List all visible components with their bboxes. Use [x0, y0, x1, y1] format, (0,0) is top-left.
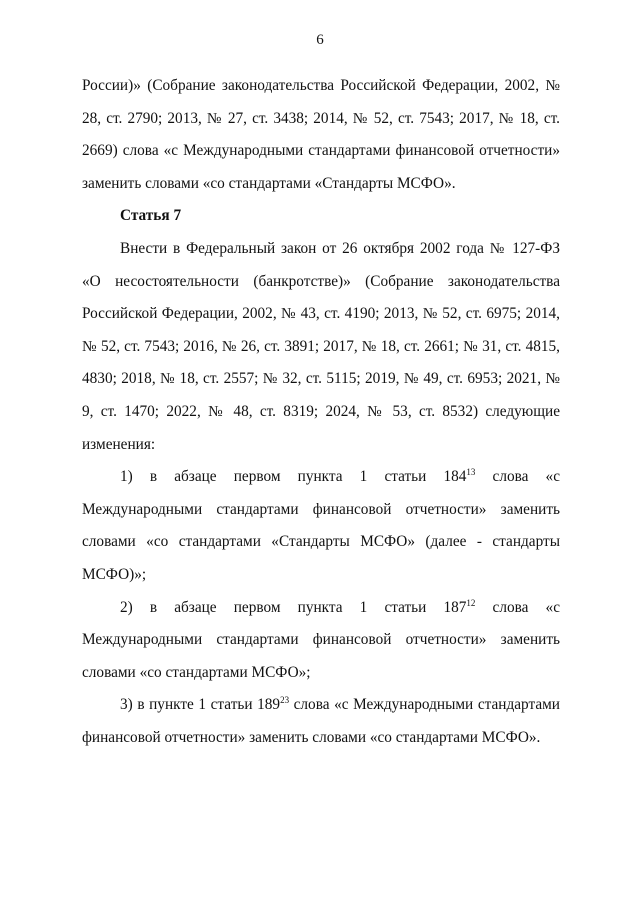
amendment-item-3-superscript: 23	[280, 695, 290, 706]
continuation-paragraph: России)» (Собрание законодательства Российской Федерации, 2002, № 28, ст. 2790; 2013, № 27, ст. 3438; 2014, № 52, ст. 7543; 2017, № 18, ст. 2669) слова «с Международными стандартами финансовой отчетности» заменить словами «со стандартами «Стандарты МСФО».	[82, 77, 560, 192]
amendment-item-1-lead: 1) в абзаце первом пункта 1 статьи 184	[120, 468, 467, 486]
page-number: 6	[316, 32, 324, 48]
amendment-item-2	[82, 592, 560, 690]
amendment-item-1	[82, 461, 560, 591]
amendment-item-3-lead: 3) в пункте 1 статьи 189	[120, 696, 281, 714]
amendment-item-3	[82, 689, 560, 754]
amendment-item-1-superscript: 13	[466, 467, 476, 478]
amendment-item-1-rest: слова «с Международными стандартами финансовой отчетности» заменить словами «со стандартами «Стандарты МСФО» (далее - стандарты МСФО)»;	[82, 468, 560, 583]
article-intro-paragraph: Внести в Федеральный закон от 26 октября 2002 года № 127-ФЗ «О несостоятельности (банкротстве)» (Собрание законодательства Российской Федерации, 2002, № 43, ст. 4190; 2013, № 52, ст. 6975; 2014, № 52, ст. 7543; 2016, № 26, ст. 3891; 2017, № 18, ст. 2661; № 31, ст. 4815, 4830; 2018, № 18, ст. 2557; № 32, ст. 5115; 2019, № 49, ст. 6953; 2021, № 9, ст. 1470; 2022, № 48, ст. 8319; 2024, № 53, ст. 8532) следующие изменения:	[82, 239, 560, 453]
amendment-item-2-lead: 2) в абзаце первом пункта 1 статьи 187	[120, 598, 467, 616]
document-body	[82, 70, 560, 754]
amendment-item-2-rest: слова «с Международными стандартами финансовой отчетности» заменить словами «со стандартами МСФО»;	[82, 598, 560, 681]
amendment-item-3-rest: слова «с Международными стандартами финансовой отчетности» заменить словами «со стандартами МСФО».	[82, 696, 560, 746]
article-heading: Статья 7	[120, 207, 182, 225]
amendment-item-2-superscript: 12	[466, 597, 476, 608]
